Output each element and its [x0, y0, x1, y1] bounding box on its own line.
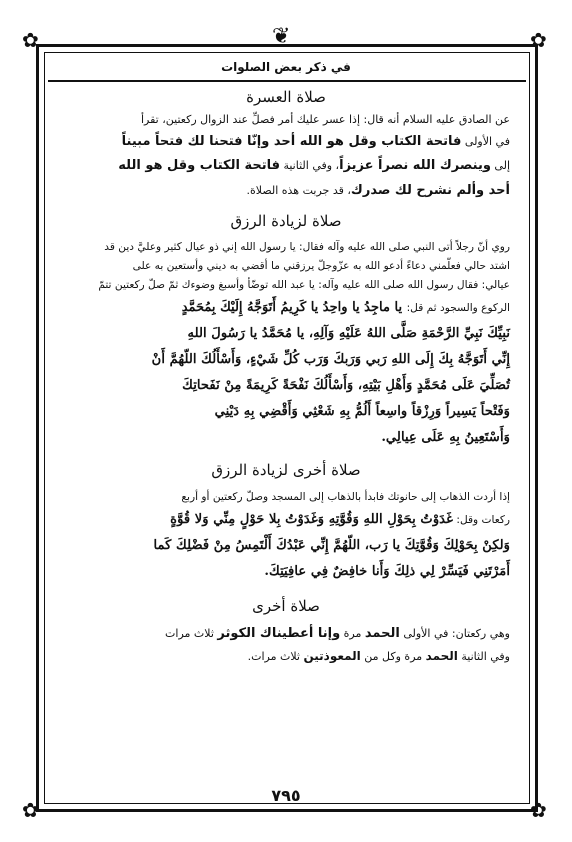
- top-ornament-icon: ❦: [272, 24, 291, 49]
- text-run: عن الصادق عليه السلام أنه قال: إذا عسر عليك أمر فصلِّ عند الزوال ركعتين، تقرأ: [140, 113, 510, 126]
- prayer-text: يا ماجِدُ يا واحِدُ يا كَرِيمُ أَتَوَجَّهُ إِلَيْكَ بِمُحَمَّدٍ: [181, 300, 403, 315]
- paragraph-line: [62, 154, 510, 178]
- section-title-distress-prayer: صلاة العسرة: [246, 88, 326, 106]
- prayer-line: [62, 295, 510, 321]
- page-number: ٧٩٥: [271, 786, 301, 805]
- paragraph-line: [62, 623, 510, 645]
- surah-name: أحد وألم نشرح لك صدرك: [350, 183, 510, 198]
- text-run: في الأولى: [461, 135, 510, 148]
- surah-name: فاتحة الكتاب وقل هو الله: [118, 158, 280, 173]
- text-run: ثلاث مرات: [165, 627, 218, 640]
- prayer-line: تُصَلِّيَ عَلَى مُحَمَّدٍ وَأَهْلِ بَيْتِهِ، وَأَسْأَلُكَ نَفْحَةً كَرِيمَةً مِنْ نَفَحاتِكَ: [182, 378, 510, 393]
- text-run: ، وفي الثانية: [279, 159, 340, 172]
- paragraph-line: [62, 110, 510, 130]
- section-title-sustenance-prayer: صلاة لزيادة الرزق: [230, 212, 342, 230]
- prayer-line: نَبِيِّكَ نَبِيِّ الرَّحْمَةِ صَلَّى اللهُ عَلَيْهِ وَآلِهِ، يا مُحَمَّدُ يا رَسُولَ اللهِ: [187, 326, 510, 341]
- paragraph-line: روي أنّ رجلاً أتى النبي صلى الله عليه وآله فقال: يا رسول الله إني ذو عيال كثير وعليَّ دين قد: [104, 241, 510, 253]
- distress-prayer-text: [62, 110, 510, 204]
- paragraph-line: [62, 645, 510, 668]
- text-run: وفي الثانية: [457, 650, 510, 663]
- top-left-corner-ornament-icon: ✿: [22, 28, 39, 52]
- text-run: وهي ركعتان: في الأولى: [399, 627, 510, 640]
- section-title-another-sustenance-prayer: صلاة أخرى لزيادة الرزق: [211, 461, 361, 479]
- paragraph-line: عيالي: فقال رسول الله صلى الله عليه وآله: يا عبد الله توضّأ وأسبغ وضوءك ثمّ صلّ ركعتين تتمّ: [98, 279, 510, 291]
- surah-name: المعوذتين: [303, 649, 361, 663]
- surah-name: الحمد: [425, 649, 458, 663]
- paragraph-line: [62, 130, 510, 154]
- text-run: مرة: [340, 627, 365, 640]
- prayer-line: وَأَسْتَعِينُ بِهِ عَلَى عِيالِي.: [381, 430, 510, 445]
- prayer-line: أَمَرْتَنِي فَيَسِّرْ لِي ذلِكَ وَأَنا خافِضٌ فِي عافِيَتِكَ.: [264, 564, 510, 579]
- section-title-other-prayer: صلاة أخرى: [252, 597, 320, 615]
- prayer-line: وَلكِنْ بِحَوْلِكَ وَقُوَّتِكَ يا رَب، اللّهُمَّ إِنِّي عَبْدُكَ أَلْتَمِسُ مِنْ فَضْلِكَ كَما: [153, 538, 510, 553]
- paragraph-line: إذا أردت الذهاب إلى حانوتك فابدأ بالذهاب إلى المسجد وصلّ ركعتين أو أربع: [181, 491, 510, 503]
- sustenance-prayer-text: [62, 238, 510, 451]
- another-sustenance-prayer-text: [62, 487, 510, 585]
- paragraph-line: [62, 178, 510, 204]
- text-run: ، قد جربت هذه الصلاة.: [246, 184, 351, 197]
- text-run: ركعات وقل:: [453, 514, 510, 526]
- prayer-line: إِنِّي أَتَوَجَّهُ بِكَ إِلَى اللهِ رَبي وَرَبكَ وَرَب كُلِّ شَيْءٍ، وَأَسْأَلُكَ اللّهُمَّ أَنْ: [151, 352, 510, 367]
- text-run: الركوع والسجود ثم قل:: [406, 302, 510, 314]
- prayer-text: غَدَوْتُ بِحَوْلِ اللهِ وَقُوَّتِهِ وَغَدَوْتُ بِلا حَوْلٍ مِنِّي وَلا قُوَّةٍ: [170, 512, 454, 527]
- other-prayer-text: [62, 623, 510, 668]
- paragraph-line: اشتد حالي فعلّمني دعاءً أدعو الله به عزّوجلّ يرزقني ما أقضي به ديني وأستعين به على: [132, 260, 510, 272]
- text-run: ثلاث مرات.: [247, 650, 304, 663]
- prayer-line: [62, 507, 510, 533]
- verse-quote: وينصرك الله نصراً عزيزاً: [339, 158, 491, 173]
- top-right-corner-ornament-icon: ✿: [530, 28, 547, 52]
- prayer-line: وَفَتْحاً يَسِيراً وَرِزْقاً واسِعاً أَلُمُّ بِهِ شَعْثِي وَأَقْضِي بِهِ دَيْنِي: [214, 404, 510, 419]
- surah-name: فاتحة الكتاب وقل هو الله أحد وإنّا فتحنا لك فتحاً مبيناً: [121, 134, 462, 149]
- surah-name: الحمد: [364, 626, 400, 641]
- page-body: [62, 84, 510, 668]
- header-divider: [48, 80, 526, 82]
- text-run: إلى: [490, 159, 510, 172]
- bottom-left-corner-ornament-icon: ✿: [22, 798, 39, 822]
- text-run: مرة وكل من: [360, 650, 426, 663]
- surah-name: وإنا أعطيناك الكوثر: [217, 626, 341, 641]
- bottom-right-corner-ornament-icon: ✿: [530, 798, 547, 822]
- running-header: في ذكر بعض الصلوات: [221, 60, 351, 74]
